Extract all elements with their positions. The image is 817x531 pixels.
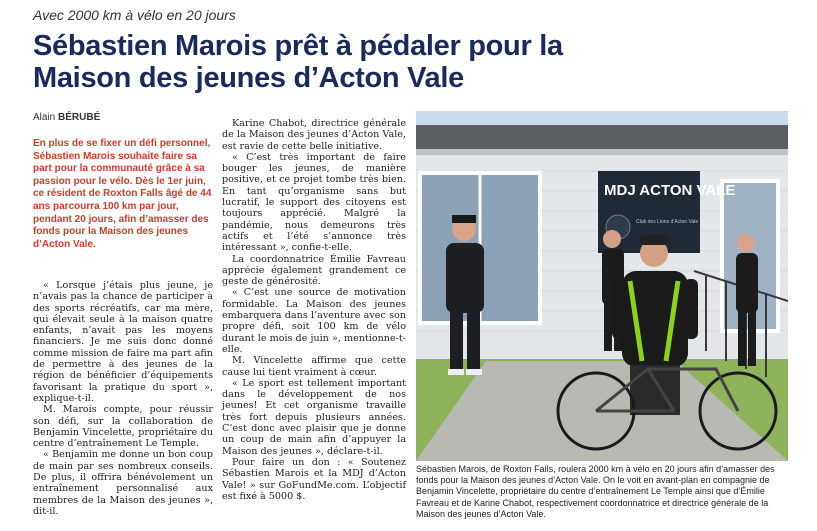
paragraph: « Lorsque j’étais plus jeune, je n’avais pas la chance de participer à des sports récréatifs, car ma mère, qui élevait seule à la maison quatre enfants, n’avait pas les moyens financiers. Je me suis donc donné comme mission de faire ma part afin de permettre à des jeunes de la région de bénéficier d’équipements favorisant la pratique du sport », explique-t-il. [33, 280, 213, 404]
article-column-1 [33, 280, 213, 517]
paragraph: « C’est une source de motivation formidable. La Maison des jeunes embarquera dans l’aventure avec son propre défi, soit 100 km de vélo durant le mois de juin », mentionne-t-elle. [222, 287, 406, 355]
paragraph: Pour faire un don : « Soutenez Sébastien Marois et la MDJ d’Acton Vale! » sur GoFundMe.com. L’objectif est fixé à 5000 $. [222, 456, 406, 502]
photo-caption: Sébastien Marois, de Roxton Falls, roulera 2000 km à vélo en 20 jours afin d’amasser des fonds pour la Maison des jeunes d’Acton Vale. On le voit en avant-plan en compagnie de Benjamin Vincelette, propriétaire du centre d’entraînement Le Temple ainsi que d’Émilie Favreau et de Karine Chabot, respectivement coordonnatrice et directrice générale de la Maison des jeunes d’Acton Vale. [416, 464, 775, 519]
paragraph: M. Marois compte, pour réussir son défi, sur la collaboration de Benjamin Vincelette, propriétaire du centre d’entraînement Le Temple. [33, 404, 213, 450]
paragraph: « C’est très important de faire bouger les jeunes, de manière positive, et ce projet tombe très bien. En tant qu’organisme sans but lucratif, le support des citoyens est toujours apprécié. Malgré la pandémie, nous demeurons très actifs et l’été s’annonce très intéressant », confie-t-elle. [222, 151, 406, 254]
byline-last-name: BÉRUBÉ [58, 112, 101, 123]
paragraph: Karine Chabot, directrice générale de la Maison des jeunes d’Acton Vale, est ravie de cette belle initiative. [222, 118, 406, 152]
building-sign-text: MDJ ACTON VALE [604, 182, 736, 199]
article-kicker: Avec 2000 km à vélo en 20 jours [33, 7, 236, 23]
paragraph: « Le sport est tellement important dans le développement de nos jeunes! Et cet organisme travaille très fort depuis plusieurs années. C’est donc avec plaisir que je donne un coup de main afin d’appuyer la Maison des jeunes », déclare-t-il. [222, 377, 406, 457]
article-column-2 [222, 118, 406, 502]
paragraph: M. Vincelette affirme que cette cause lui tient vraiment à cœur. [222, 355, 406, 378]
paragraph: La coordonnatrice Émilie Favreau apprécie également grandement ce geste de générosité. [222, 253, 406, 288]
article-headline: Sébastien Marois prêt à pédaler pour la Maison des jeunes d’Acton Vale [33, 30, 563, 94]
byline-first-name: Alain [33, 112, 56, 123]
article-lede: En plus de se fixer un défi personnel, Sébastien Marois souhaite faire sa part pour la communauté grâce à sa passion pour le vélo. Dès le 1er juin, ce résident de Roxton Falls âgé de 44 ans parcourra 100 km par jour, pendant 20 jours, afin d’amasser des fonds pour la Maison des jeunes d’Acton Vale. [33, 138, 212, 250]
byline [33, 112, 100, 123]
paragraph: « Benjamin me donne un bon coup de main par ses nombreux conseils. De plus, il offrira bénévolement un entraînement personnalisé aux membres de la Maison des jeunes », dit-il. [33, 449, 213, 517]
article-photo [416, 111, 788, 461]
building-sign-small-text: Club des Lions d’Acton Vale [636, 219, 699, 225]
